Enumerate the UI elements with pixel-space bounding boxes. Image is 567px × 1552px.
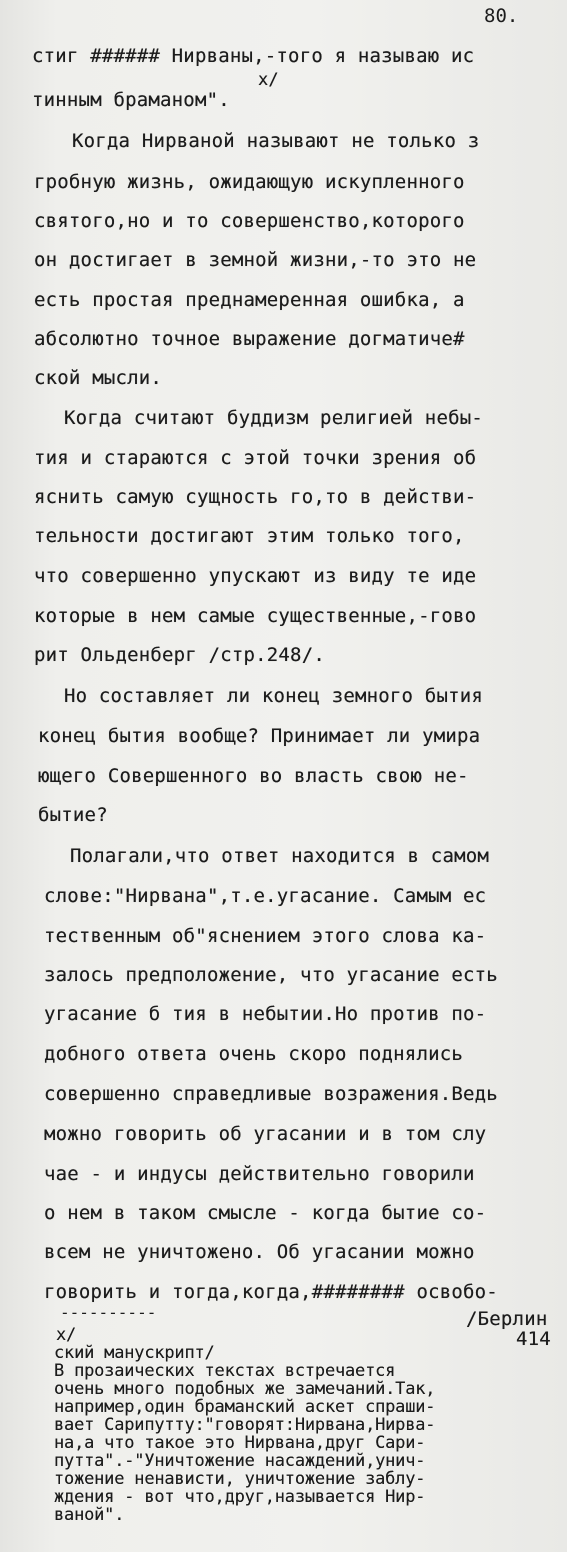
body-line: всем не уничтожено. Об угасании можно (44, 1241, 475, 1263)
footnote-line: В прозаических текстах встречается (54, 1361, 396, 1381)
footnote-line: вает Сарипутту:"говорят:Нирвана,Нирва- (54, 1415, 436, 1435)
footnote-source: /Берлин (466, 1308, 548, 1330)
footnote-marker: x/ (56, 1325, 77, 1345)
body-line: Но составляет ли конец земного бытия (64, 685, 484, 707)
body-line: Когда считают буддизм религией небы- (64, 407, 484, 429)
body-line: ющего Совершенного во власть свою не- (38, 765, 469, 787)
body-line: абсолютно точное выражение догматиче# (34, 328, 465, 350)
body-line: которые в нем самые существенные,-гово (34, 605, 477, 627)
body-line: слове:"Нирвана",т.е.угасание. Самым ес (44, 885, 487, 907)
body-line: тельности достигают этим только того, (34, 525, 465, 547)
body-line: Когда Нирваной называют не только з (72, 130, 480, 152)
footnote-line: например,один браманский аскет спраши- (54, 1397, 436, 1417)
body-line: он достигает в земной жизни,-то это не (34, 249, 477, 271)
footnote-number: 414 (516, 1328, 551, 1350)
body-line: конец бытия вообще? Принимает ли умира (38, 725, 481, 747)
body-line: тия и стараются с этой точки зрения об (34, 447, 477, 469)
body-line: святого,но и то совершенство,которого (34, 210, 465, 232)
page-number: 80. (484, 5, 519, 27)
body-line: Полагали,что ответ находится в самом (70, 845, 490, 867)
body-line: ской мысли. (34, 367, 163, 389)
footnote-line: тожение ненависти, уничтожение заблу- (54, 1469, 426, 1489)
footnote-line: путта".-"Уничтожение насаждений,унич- (54, 1451, 426, 1471)
footnote-line: на,а что такое это Нирвана,друг Сари- (54, 1433, 426, 1453)
footnote-line: ваной". (54, 1505, 125, 1525)
body-line: чае - и индусы действительно говорили (44, 1163, 475, 1185)
body-line: залось предположение, что угасание есть (44, 964, 498, 986)
footnote-line: ский манускрипт/ (54, 1343, 215, 1363)
footnote-ref-marker: x/ (258, 70, 279, 90)
body-line: есть простая преднамеренная ошибка, а (34, 289, 465, 311)
body-line: угасание б тия в небытии.Но против по- (44, 1003, 487, 1025)
footnote-divider: ---------- (60, 1303, 157, 1322)
footnote-line: очень много подобных же замечаний.Так, (54, 1379, 436, 1399)
body-line: о нем в таком смысле - когда бытие со- (44, 1202, 487, 1224)
body-line: совершенно справедливые возражения.Ведь (44, 1083, 498, 1105)
body-line: яснить самую сущность го,то в действи- (34, 486, 477, 508)
body-line: гробную жизнь, ожидающую искупленного (34, 171, 465, 193)
body-line: бытие? (38, 804, 108, 826)
body-line: стиг ###### Нирваны,-того я называю ис (32, 45, 475, 67)
body-line: говорить и тогда,когда,######## освобо- (44, 1281, 498, 1303)
body-line: тественным об"яснением этого слова ка- (44, 925, 487, 947)
body-line: можно говорить об угасании и в том слу (44, 1123, 487, 1145)
footnote-line: ждения - вот что,друг,называется Нир- (54, 1487, 426, 1507)
body-line: добного ответа очень скоро поднялись (44, 1043, 464, 1065)
body-line: рит Ольденберг /стр.248/. (34, 644, 325, 666)
body-line: что совершенно упускают из виду те иде (34, 565, 477, 587)
body-line: тинным браманом". (32, 89, 230, 111)
